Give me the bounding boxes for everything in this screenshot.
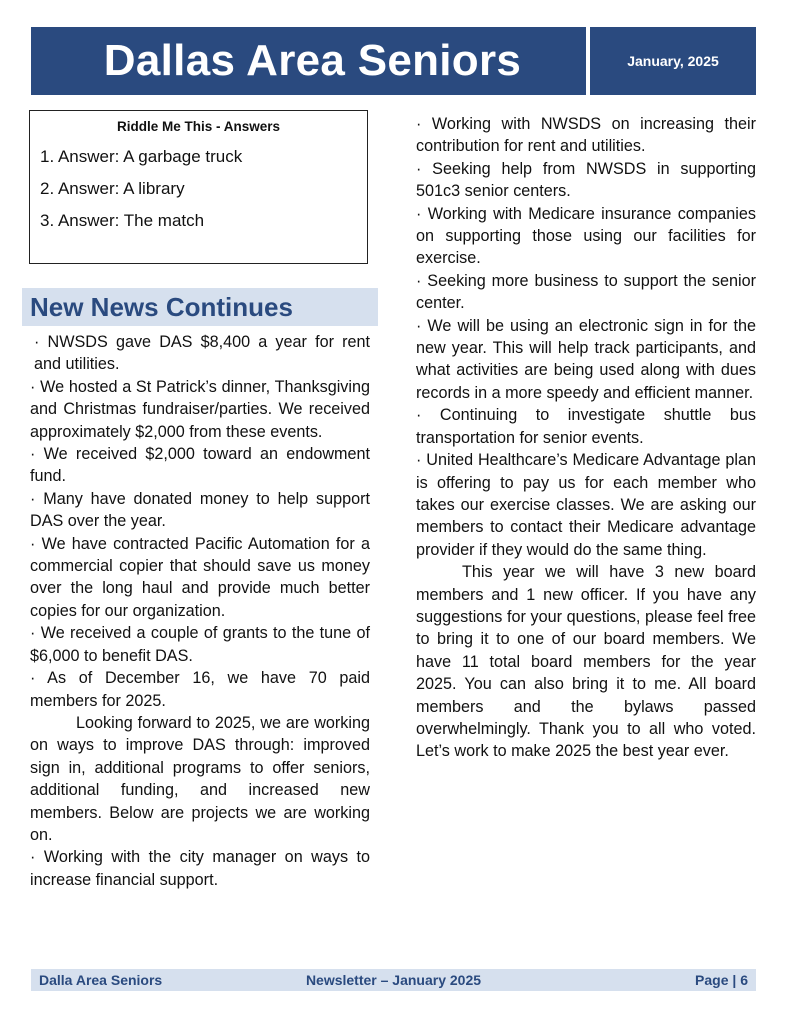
news-item: · As of December 16, we have 70 paid members for 2025. <box>30 669 370 710</box>
section-heading-band <box>22 288 378 326</box>
issue-date: January, 2025 <box>627 53 719 69</box>
news-item: · We will be using an electronic sign in for the new year. This will help track participants, and what activities are being used along with dues records in a more speedy and efficient manner. <box>416 316 756 402</box>
news-paragraph: Looking forward to 2025, we are working on ways to improve DAS through: improved sign in, additional programs to offer seniors, additional funding, and increased new members. Below are projects we are working on. <box>30 713 370 844</box>
news-item: · Seeking more business to support the senior center. <box>416 271 756 313</box>
masthead-date-box <box>590 27 756 95</box>
right-column <box>416 113 756 763</box>
newsletter-title: Dallas Area Seniors <box>103 36 522 85</box>
news-item: · Seeking help from NWSDS in supporting 501c3 senior centers. <box>416 159 756 201</box>
riddle-answer: 1. Answer: A garbage truck <box>40 147 243 166</box>
news-item: · Working with the city manager on ways to increase financial support. <box>30 848 370 889</box>
riddle-answer-list <box>40 141 357 237</box>
riddle-heading: Riddle Me This - Answers <box>116 119 281 134</box>
section-heading: New News Continues <box>30 291 293 322</box>
news-item: · United Healthcare’s Medicare Advantage plan is offering to pay us for each member who takes our exercise classes. We are asking our members to contact their Medicare advantage provider if they would do the same thing. <box>416 451 756 559</box>
riddle-answer: 2. Answer: A library <box>40 179 185 198</box>
news-item: · Continuing to investigate shuttle bus transportation for senior events. <box>416 406 756 447</box>
footer-newsletter-title: Newsletter – January 2025 <box>305 972 482 988</box>
masthead <box>31 27 756 95</box>
riddle-answers-box <box>29 110 368 264</box>
footer-organization: Dalla Area Seniors <box>39 972 163 988</box>
news-item: · Many have donated money to help support DAS over the year. <box>30 489 370 531</box>
news-item: · We received a couple of grants to the tune of $6,000 to benefit DAS. <box>30 624 370 665</box>
footer-page-number: Page | 6 <box>695 972 748 988</box>
news-item: · We hosted a St Patrick’s dinner, Thanksgiving and Christmas fundraiser/parties. We received approximately $2,000 from these events. <box>30 377 370 441</box>
masthead-title-box <box>31 27 586 95</box>
left-column <box>30 331 370 891</box>
news-item: · Working with Medicare insurance companies on supporting those using our facilities for exercise. <box>416 204 756 268</box>
news-item: · We have contracted Pacific Automation for a commercial copier that should save us money over the long haul and provide much better copies for our organization. <box>30 534 370 620</box>
news-item: · We received $2,000 toward an endowment fund. <box>30 445 370 486</box>
page-footer <box>31 969 756 991</box>
news-item: · Working with NWSDS on increasing their contribution for rent and utilities. <box>416 115 756 156</box>
news-paragraph: This year we will have 3 new board members and 1 new officer. If you have any suggestions for your questions, please feel free to bring it to one of our board members. We have 11 total board members for the year 2025. You can also bring it to me. All board members and the bylaws passed overwhelmingly. Thank you to all who voted. Let’s work to make 2025 the best year ever. <box>416 563 756 761</box>
riddle-answer: 3. Answer: The match <box>40 211 205 230</box>
news-item: · NWSDS gave DAS $8,400 a year for rent and utilities. <box>34 333 370 374</box>
